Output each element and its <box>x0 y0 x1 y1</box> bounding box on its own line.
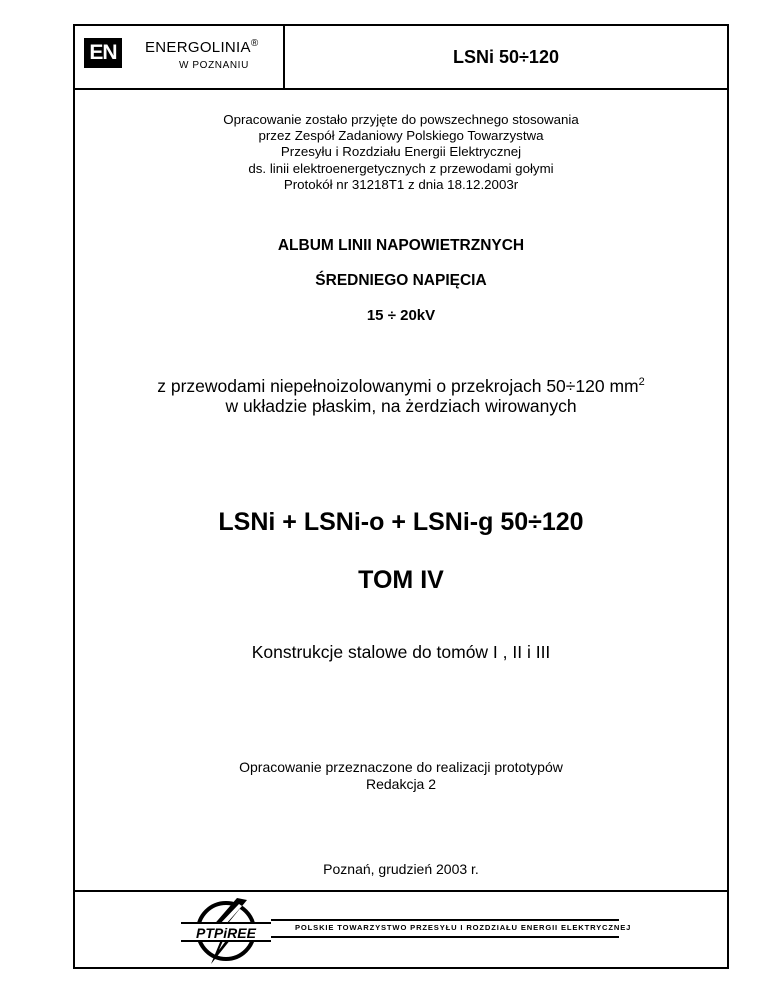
publisher-name <box>145 38 259 56</box>
album-title-line2: ŚREDNIEGO NAPIĘCIA <box>315 272 487 289</box>
description-line1 <box>75 372 727 396</box>
publisher-name-text: ENERGOLINIA <box>145 39 251 56</box>
approval-line: Opracowanie zostało przyjęte do powszechnego stosowania <box>223 112 579 127</box>
logo-text: PTPiREE <box>196 925 256 941</box>
approval-line: ds. linii elektroenergetycznych z przewodami gołymi <box>248 160 554 176</box>
unit-exponent: 2 <box>638 376 645 388</box>
prototype-line1: Opracowanie przeznaczone do realizacji prototypów <box>239 759 563 775</box>
ptpiree-logo-icon <box>181 898 271 964</box>
voltage-range: 15 ÷ 20kV <box>366 307 436 324</box>
approval-line: Protokół nr 31218T1 z dnia 18.12.2003r <box>283 176 519 192</box>
approval-line: Przesyłu i Rozdziału Energii Elektrycznej <box>280 144 522 160</box>
publisher-cell <box>75 26 285 88</box>
album-title-line1: ALBUM LINII NAPOWIETRZNYCH <box>277 237 525 254</box>
place-date: Poznań, grudzień 2003 r. <box>323 861 479 877</box>
volume-subtitle: Konstrukcje stalowe do tomów I , II i III <box>251 642 551 662</box>
description-line1-text: z przewodami niepełnoizolowanymi o przekrojach 50÷120 mm <box>157 375 639 396</box>
volume-title: TOM IV <box>358 566 444 594</box>
association-name: POLSKIE TOWARZYSTWO PRZESYŁU I ROZDZIAŁU ENERGII ELEKTRYCZNEJ <box>295 923 632 932</box>
footer-block <box>75 890 727 969</box>
approval-note <box>75 112 727 193</box>
footer-rule-bottom <box>271 936 619 938</box>
approval-line: przez Zespół Zadaniowy Polskiego Towarzystwa <box>258 128 544 144</box>
main-title: LSNi + LSNi-o + LSNi-g 50÷120 <box>218 508 584 536</box>
en-badge-logo: EN <box>84 38 122 68</box>
document-frame <box>73 24 729 969</box>
prototype-note <box>75 759 727 793</box>
footer-rule-top <box>271 919 619 921</box>
prototype-line2: Redakcja 2 <box>365 776 437 792</box>
header-block <box>75 26 727 90</box>
document-code: LSNi 50÷120 <box>453 47 559 67</box>
description <box>75 372 727 416</box>
description-line2: w układzie płaskim, na żerdziach wirowanych <box>225 395 577 416</box>
publisher-city: W POZNANIU <box>179 60 249 71</box>
registered-mark: ® <box>250 38 259 49</box>
